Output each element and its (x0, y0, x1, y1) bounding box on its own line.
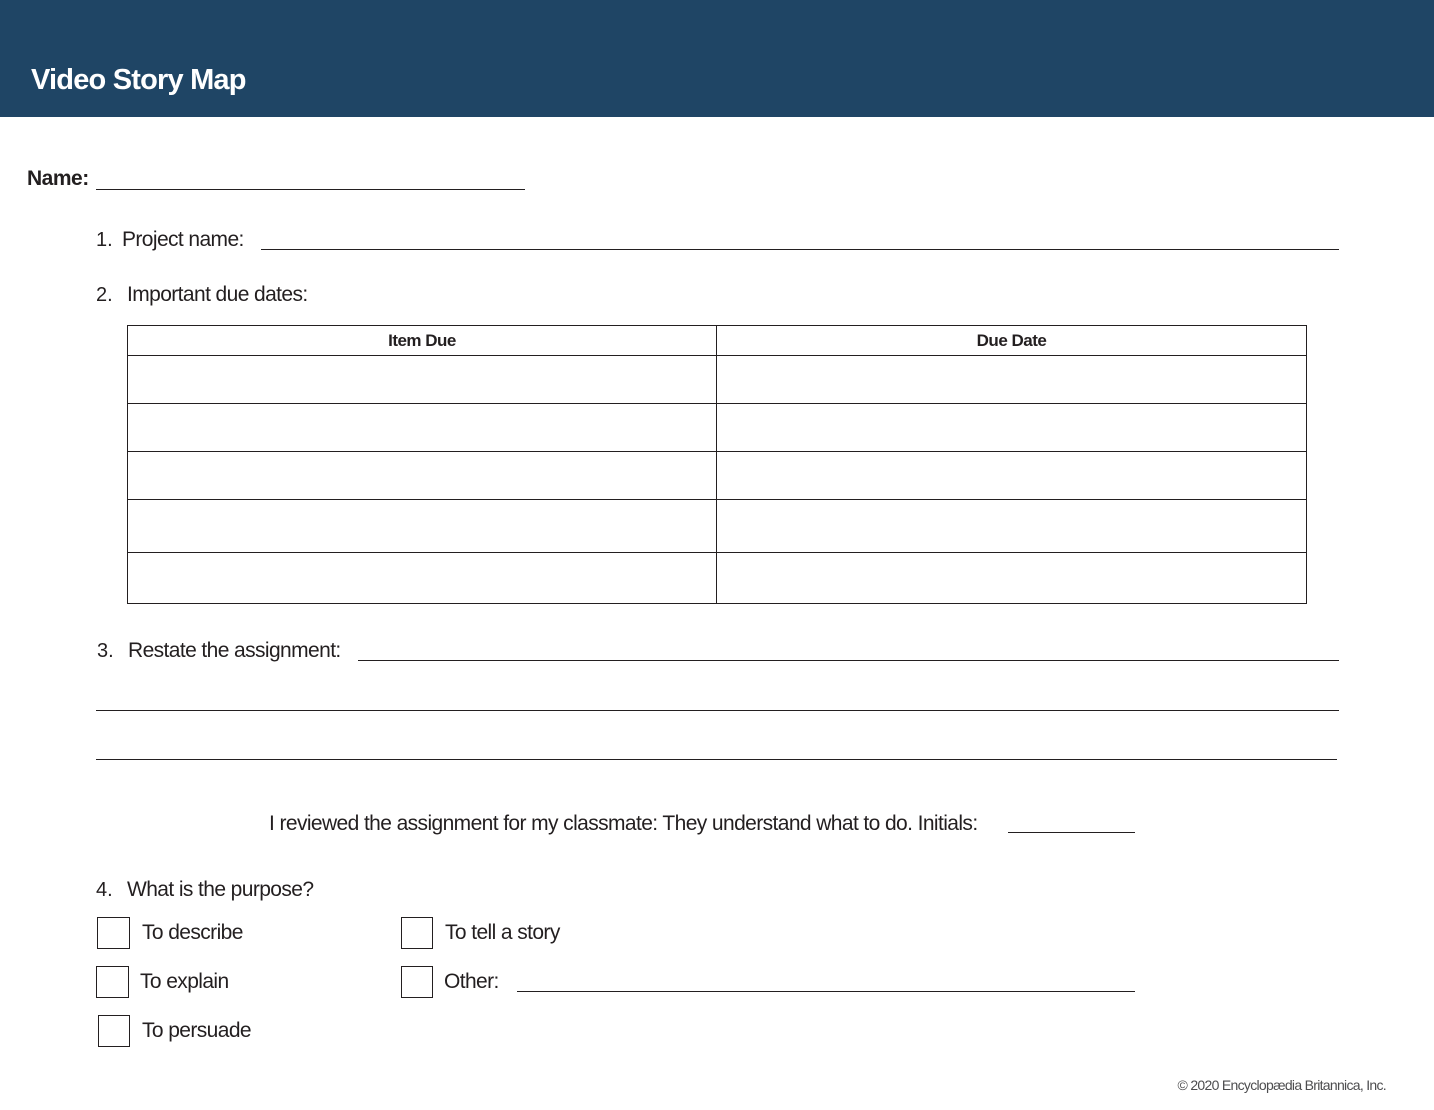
checkbox-to-tell-a-story[interactable] (401, 917, 433, 949)
option-label-other: Other: (444, 970, 499, 993)
question-4-label: What is the purpose? (127, 878, 314, 901)
question-2-label: Important due dates: (127, 283, 308, 306)
header-banner (0, 0, 1434, 117)
review-statement: I reviewed the assignment for my classmate: They understand what to do. Initials: (269, 812, 978, 835)
due-date-cell[interactable] (717, 500, 1307, 553)
project-name-input-line[interactable] (261, 249, 1339, 250)
due-date-cell[interactable] (717, 356, 1307, 404)
option-label-to-persuade: To persuade (142, 1019, 251, 1042)
name-input-line[interactable] (96, 189, 525, 190)
restate-assignment-line-1[interactable] (358, 660, 1339, 661)
initials-input-line[interactable] (1008, 832, 1135, 833)
table-row (128, 452, 1307, 500)
restate-assignment-line-3[interactable] (96, 759, 1337, 760)
due-date-cell[interactable] (717, 553, 1307, 604)
option-label-to-explain: To explain (140, 970, 229, 993)
due-date-cell[interactable] (717, 452, 1307, 500)
item-due-cell[interactable] (128, 404, 717, 452)
table-row (128, 553, 1307, 604)
question-4-number: 4. (96, 879, 113, 901)
checkbox-to-persuade[interactable] (98, 1015, 130, 1047)
item-due-cell[interactable] (128, 356, 717, 404)
due-date-cell[interactable] (717, 404, 1307, 452)
question-3-number: 3. (97, 640, 114, 662)
page-title: Video Story Map (31, 64, 246, 96)
item-due-cell[interactable] (128, 500, 717, 553)
column-header-due-date: Due Date (717, 326, 1307, 356)
table-header-row (128, 326, 1307, 356)
column-header-item-due: Item Due (128, 326, 717, 356)
option-label-to-tell-a-story: To tell a story (445, 921, 560, 944)
question-1-label: Project name: (122, 228, 244, 251)
question-1-number: 1. (96, 229, 113, 251)
table-row (128, 404, 1307, 452)
item-due-cell[interactable] (128, 452, 717, 500)
restate-assignment-line-2[interactable] (96, 710, 1339, 711)
checkbox-to-describe[interactable] (97, 917, 130, 949)
table-row (128, 356, 1307, 404)
checkbox-other[interactable] (401, 966, 433, 998)
question-2-number: 2. (96, 284, 113, 306)
item-due-cell[interactable] (128, 553, 717, 604)
copyright-notice: © 2020 Encyclopædia Britannica, Inc. (1177, 1077, 1386, 1093)
question-3-label: Restate the assignment: (128, 639, 341, 662)
other-input-line[interactable] (517, 991, 1135, 992)
checkbox-to-explain[interactable] (96, 966, 129, 998)
due-dates-table (127, 325, 1307, 604)
option-label-to-describe: To describe (142, 921, 243, 944)
name-label: Name: (27, 167, 89, 190)
table-row (128, 500, 1307, 553)
